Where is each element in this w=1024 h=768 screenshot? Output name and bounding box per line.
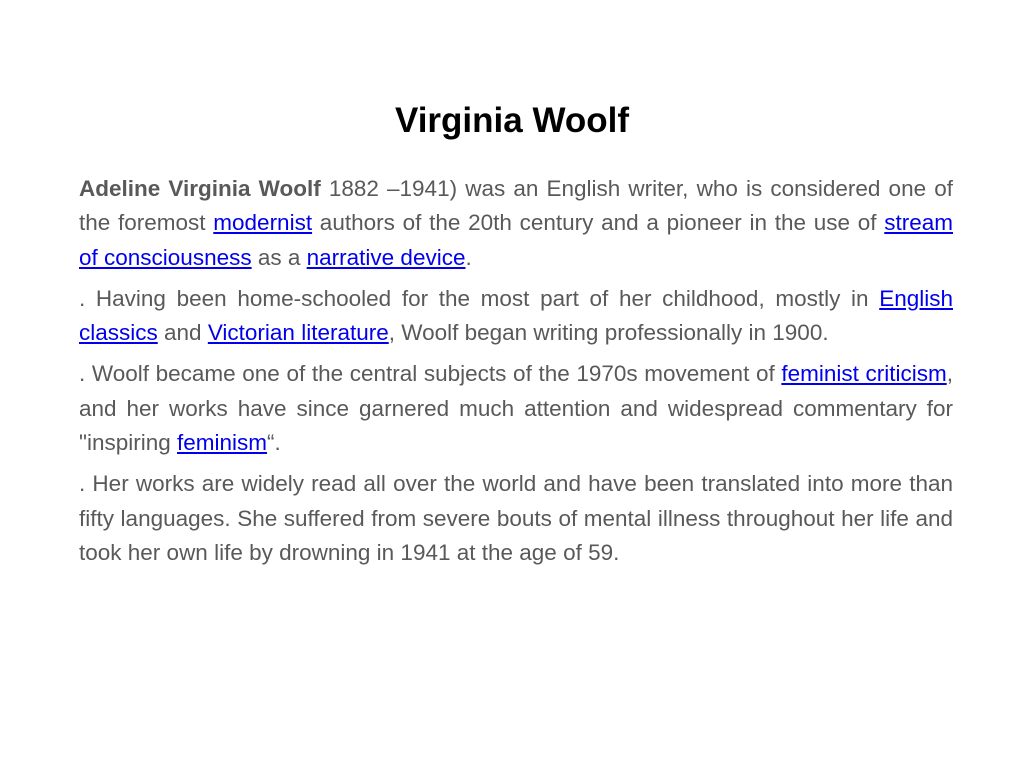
link-stream-of-consciousness[interactable]: stream of consciousness bbox=[79, 210, 953, 270]
link-victorian-literature[interactable]: Victorian literature bbox=[207, 320, 389, 346]
link-feminist-criticism[interactable]: feminist criticism bbox=[781, 361, 947, 387]
link-feminism[interactable]: feminism bbox=[177, 430, 268, 456]
paragraph-text: “. bbox=[267, 430, 281, 456]
paragraph-text: authors of the 20th century and a pioneer in the use of bbox=[312, 210, 885, 236]
paragraph-text: . Having been home-schooled for the most part of her childhood, mostly in bbox=[79, 285, 880, 311]
paragraph-feminism bbox=[79, 357, 953, 460]
paragraph-text: as a bbox=[251, 244, 307, 270]
paragraph-text: 1882 –1941) was an English writer, who is considered one of the foremost bbox=[79, 176, 953, 236]
paragraph-text: . Her works are widely read all over the world and have been translated into more than fifty languages. She suffered from severe bouts of mental illness throughout her life and took her own life by drowning in 1941 at the age of 59. bbox=[79, 471, 953, 565]
slide-title: Virginia Woolf bbox=[395, 101, 629, 140]
link-modernist[interactable]: modernist bbox=[213, 210, 313, 236]
link-english-classics[interactable]: English classics bbox=[79, 285, 953, 346]
subject-name: Adeline Virginia Woolf bbox=[79, 176, 321, 201]
paragraph-text: . Woolf became one of the central subjects of the 1970s movement of bbox=[79, 361, 782, 387]
paragraph-text: and bbox=[157, 320, 208, 346]
paragraph-text: . bbox=[465, 244, 472, 270]
paragraph-text: , Woolf began writing professionally in 1900. bbox=[388, 320, 829, 346]
paragraph-intro bbox=[79, 172, 953, 275]
link-narrative-device[interactable]: narrative device bbox=[306, 244, 466, 270]
paragraph-legacy bbox=[79, 467, 953, 570]
slide-body bbox=[79, 172, 953, 577]
paragraph-education bbox=[79, 282, 953, 351]
paragraph-text: , and her works have since garnered much attention and widespread commentary for "inspiring bbox=[79, 361, 953, 456]
